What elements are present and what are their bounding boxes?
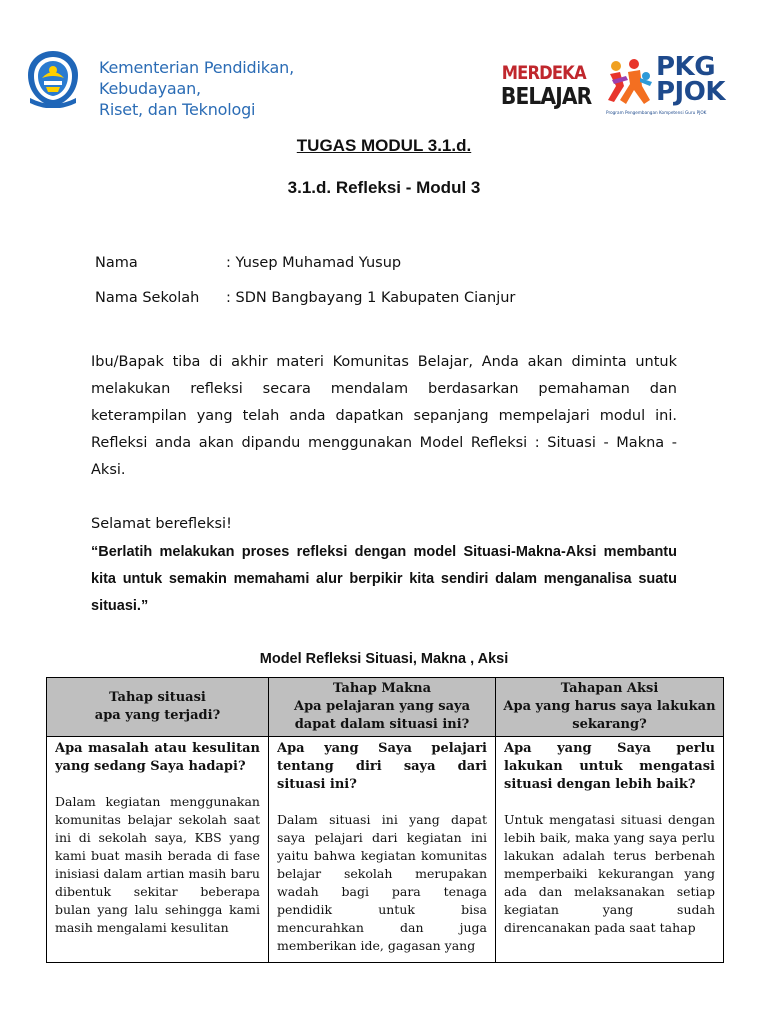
ministry-name [99, 57, 294, 120]
info-row-nama [95, 255, 401, 271]
cell-makna [269, 737, 496, 963]
greeting-text: Selamat berefleksi! [91, 516, 232, 532]
info-value-nama-sekolah: : SDN Bangbayang 1 Kabupaten Cianjur [226, 290, 516, 306]
header-makna-line-2: Apa pelajaran yang saya dapat dalam situasi ini? [294, 699, 470, 732]
makna-answer: Dalam situasi ini yang dapat saya pelajari dari kegiatan ini yaitu bahwa kegiatan komunitas belajar sekolah merupakan wadah bagi para tenaga pendidik untuk bisa mencurahkan dan juga memberikan ide, gagasan yang [277, 812, 487, 953]
pkg-pjok-wordmark [656, 52, 725, 107]
aksi-answer: Untuk mengatasi situasi dengan lebih baik, maka yang saya perlu lakukan adalah terus berbenah memperbaiki kekurangan yang ada dan melaksanakan setiap kegiatan yang sudah direncanakan pada saat tahap [504, 812, 715, 935]
merdeka-logo-line-2: BELAJAR [500, 84, 592, 110]
header-aksi-line-2: Apa yang harus saya lakukan sekarang? [503, 699, 716, 732]
pkg-wordmark-line-1: PKG [656, 52, 716, 82]
merdeka-logo-line-1: MERDEKA [501, 62, 586, 84]
table-row [47, 737, 724, 963]
header-situasi-line-1: Tahap situasi [109, 690, 206, 705]
situasi-question: Apa masalah atau kesulitan yang sedang Saya hadapi? [55, 741, 260, 774]
pkg-pjok-figures-icon [604, 56, 654, 110]
reflection-model-table [46, 677, 724, 963]
cell-aksi [496, 737, 724, 963]
document-title: TUGAS MODUL 3.1.d. [296, 136, 472, 155]
table-header-row [47, 678, 724, 737]
header-aksi-line-1: Tahapan Aksi [560, 681, 659, 696]
header-aksi [496, 678, 724, 737]
info-row-nama-sekolah [95, 290, 515, 306]
intro-paragraph: Ibu/Bapak tiba di akhir materi Komunitas Belajar, Anda akan diminta untuk melakukan refleksi secara mendalam berdasarkan pemahaman dan keterampilan yang telah anda dapatkan sepanjang mempelajari modul ini. Refleksi anda akan dipandu menggunakan Model Refleksi : Situasi - Makna - Aksi. [91, 354, 677, 478]
header-makna [269, 678, 496, 737]
ministry-name-line-1: Kementerian Pendidikan, [99, 58, 294, 77]
cell-situasi [47, 737, 269, 963]
pkg-wordmark-line-2: PJOK [656, 77, 725, 107]
document-subtitle: 3.1.d. Refleksi - Modul 3 [287, 178, 481, 197]
ministry-name-line-2: Kebudayaan, [99, 79, 201, 98]
info-value-nama: : Yusep Muhamad Yusup [226, 255, 402, 271]
header-situasi [47, 678, 269, 737]
header-situasi-line-2: apa yang terjadi? [94, 708, 221, 723]
aksi-question: Apa yang Saya perlu lakukan untuk mengatasi situasi dengan lebih baik? [504, 741, 715, 792]
reflection-quote: “Berlatih melakukan proses refleksi dengan model Situasi-Makna-Aksi membantu kita untuk semakin memahami alur berpikir kita sendiri dalam menganalisa suatu situasi.” [91, 544, 677, 614]
info-label-nama: Nama [95, 255, 138, 271]
makna-question: Apa yang Saya pelajari tentang diri saya dari situasi ini? [277, 741, 487, 792]
ministry-emblem-logo [22, 48, 84, 108]
table-title: Model Refleksi Situasi, Makna , Aksi [259, 651, 509, 667]
pkg-pjok-subtitle: Program Pengembangan Kompetensi Guru PJOK [606, 110, 707, 115]
ministry-name-line-3: Riset, dan Teknologi [99, 100, 256, 119]
header-makna-line-1: Tahap Makna [332, 681, 432, 696]
info-label-nama-sekolah: Nama Sekolah [95, 290, 200, 306]
situasi-answer: Dalam kegiatan menggunakan komunitas belajar sekolah saat ini di sekolah saya, KBS yang kami buat masih berada di fase inisiasi dalam artian masih baru dibentuk sekitar beberapa bulan yang lalu sehingga kami masih mengalami kesulitan [55, 794, 260, 935]
merdeka-belajar-logo [496, 61, 592, 110]
